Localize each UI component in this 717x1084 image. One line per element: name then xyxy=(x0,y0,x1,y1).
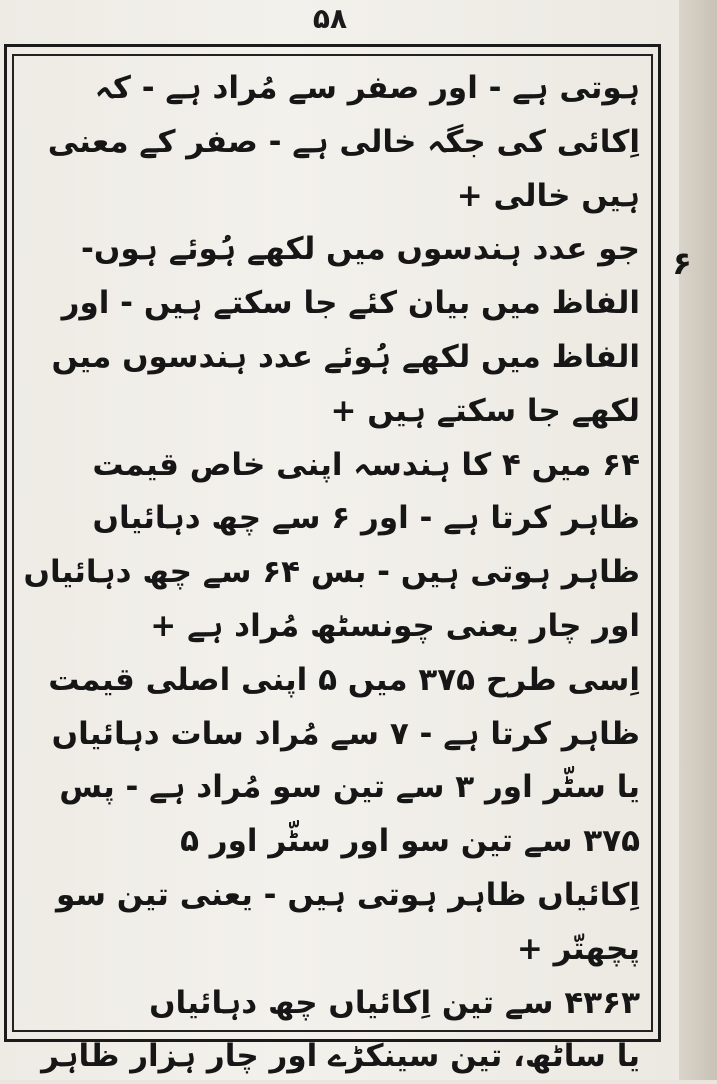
page-edge-shadow xyxy=(679,0,717,1080)
text-line: یا سٹّر اور ۳ سے تین سو مُراد ہے - پس xyxy=(59,769,640,806)
text-line: پچھتّر + xyxy=(516,930,640,967)
text-line: اِکائی کی جگہ خالی ہے - صفر کے معنی xyxy=(47,123,640,160)
paragraph-marker: ۶ xyxy=(672,244,692,282)
page-body-text xyxy=(23,62,640,1075)
page-number: ۵۸ xyxy=(312,2,348,35)
text-line: الفاظ میں بیان کئے جا سکتے ہیں - اور xyxy=(61,285,640,322)
text-line: جو عدد ہندسوں میں لکھے ہُوئے ہوں- xyxy=(81,231,640,268)
text-line: ظاہر کرتا ہے - اور ۶ سے چھ دہائیاں xyxy=(92,500,640,537)
text-line: ۶۴ میں ۴ کا ہندسہ اپنی خاص قیمت xyxy=(92,446,640,483)
text-line: ظاہر ہوتی ہیں - بس ۶۴ سے چھ دہائیاں xyxy=(23,554,640,591)
text-line: اور چار یعنی چونسٹھ مُراد ہے + xyxy=(150,607,640,644)
text-line: لکھے جا سکتے ہیں + xyxy=(330,392,640,429)
text-line: ۳۷۵ سے تین سو اور سٹّر اور ۵ xyxy=(180,823,640,860)
text-line: الفاظ میں لکھے ہُوئے عدد ہندسوں میں xyxy=(51,338,640,375)
text-line: ہیں خالی + xyxy=(456,177,640,214)
text-line: ظاہر کرتا ہے - ۷ سے مُراد سات دہائیاں xyxy=(51,715,640,752)
text-line: یا ساٹھ، تین سینکڑے اور چار ہزار ظاہر xyxy=(41,1038,640,1075)
text-line: اِکائیاں ظاہر ہوتی ہیں - یعنی تین سو xyxy=(56,876,640,913)
text-line: اِسی طرح ۳۷۵ میں ۵ اپنی اصلی قیمت xyxy=(48,661,640,698)
text-line: ۴۳۶۳ سے تین اِکائیاں چھ دہائیاں xyxy=(149,984,640,1021)
text-line: ہوتی ہے - اور صفر سے مُراد ہے - کہ xyxy=(94,70,640,106)
